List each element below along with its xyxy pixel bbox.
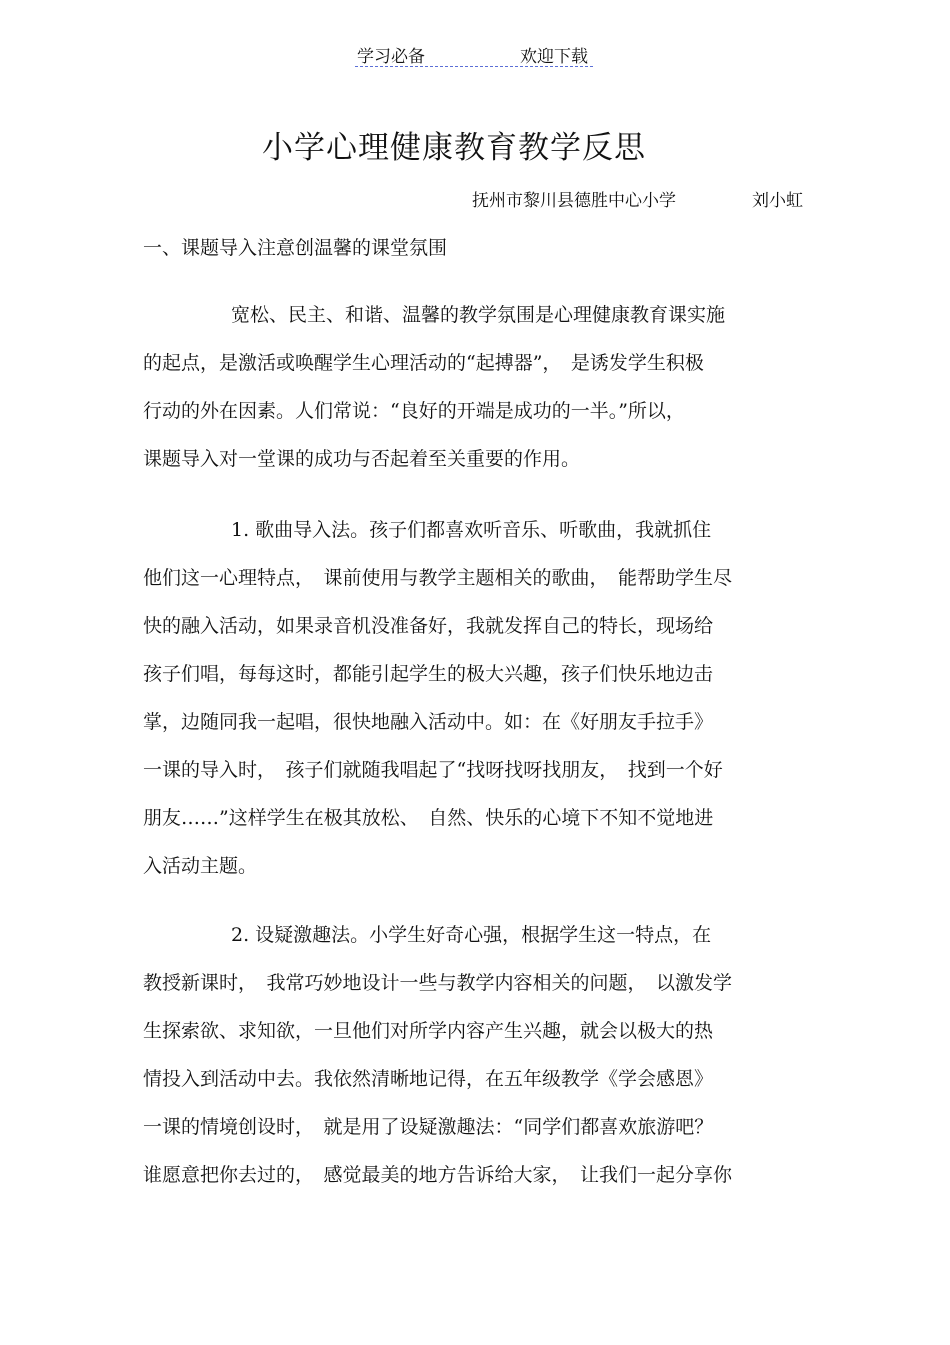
school-name: 抚州市黎川县德胜中心小学 [472, 191, 676, 211]
paragraph-line: 的起点，是激活或唤醒学生心理活动的“起搏器”， 是诱发学生积极 [143, 352, 704, 374]
section-heading: 一、课题导入注意创温馨的课堂氛围 [143, 237, 448, 259]
paragraph-line: 1. 歌曲导入法。孩子们都喜欢听音乐、听歌曲，我就抓住 [231, 519, 712, 541]
page-header [355, 40, 593, 67]
header-right-text: 欢迎下载 [520, 47, 588, 67]
paragraph-line: 生探索欲、求知欲，一旦他们对所学内容产生兴趣，就会以极大的热 [143, 1020, 714, 1042]
author-name: 刘小虹 [752, 191, 803, 211]
paragraph-line: 情投入到活动中去。我依然清晰地记得，在五年级教学《学会感恩》 [143, 1068, 714, 1090]
paragraph-line: 一课的导入时， 孩子们就随我唱起了“找呀找呀找朋友， 找到一个好 [143, 759, 723, 781]
header-left-text: 学习必备 [357, 47, 425, 67]
paragraph-line: 他们这一心理特点， 课前使用与教学主题相关的歌曲， 能帮助学生尽 [143, 567, 733, 589]
paragraph-line: 宽松、民主、和谐、温馨的教学氛围是心理健康教育课实施 [231, 304, 726, 326]
paragraph-line: 课题导入对一堂课的成功与否起着至关重要的作用。 [143, 448, 581, 470]
paragraph-line: 行动的外在因素。人们常说：“良好的开端是成功的一半。”所以， [143, 400, 685, 422]
paragraph-line: 教授新课时， 我常巧妙地设计一些与教学内容相关的问题， 以激发学 [143, 972, 733, 994]
paragraph-line: 快的融入活动，如果录音机没准备好，我就发挥自己的特长，现场给 [143, 615, 714, 637]
paragraph-line: 入活动主题。 [143, 855, 258, 877]
paragraph-line: 孩子们唱，每每这时，都能引起学生的极大兴趣，孩子们快乐地边击 [143, 663, 714, 685]
paragraph-line: 掌，边随同我一起唱，很快地融入活动中。如：在《好朋友手拉手》 [143, 711, 714, 733]
paragraph-line: 2. 设疑激趣法。小学生好奇心强，根据学生这一特点，在 [231, 924, 712, 946]
document-title: 小学心理健康教育教学反思 [262, 130, 646, 166]
paragraph-line: 一课的情境创设时， 就是用了设疑激趣法：“同学们都喜欢旅游吧？ [143, 1116, 714, 1138]
paragraph-line: 朋友……”这样学生在极其放松、 自然、快乐的心境下不知不觉地进 [143, 807, 714, 829]
paragraph-line: 谁愿意把你去过的， 感觉最美的地方告诉给大家， 让我们一起分享你 [143, 1164, 733, 1186]
